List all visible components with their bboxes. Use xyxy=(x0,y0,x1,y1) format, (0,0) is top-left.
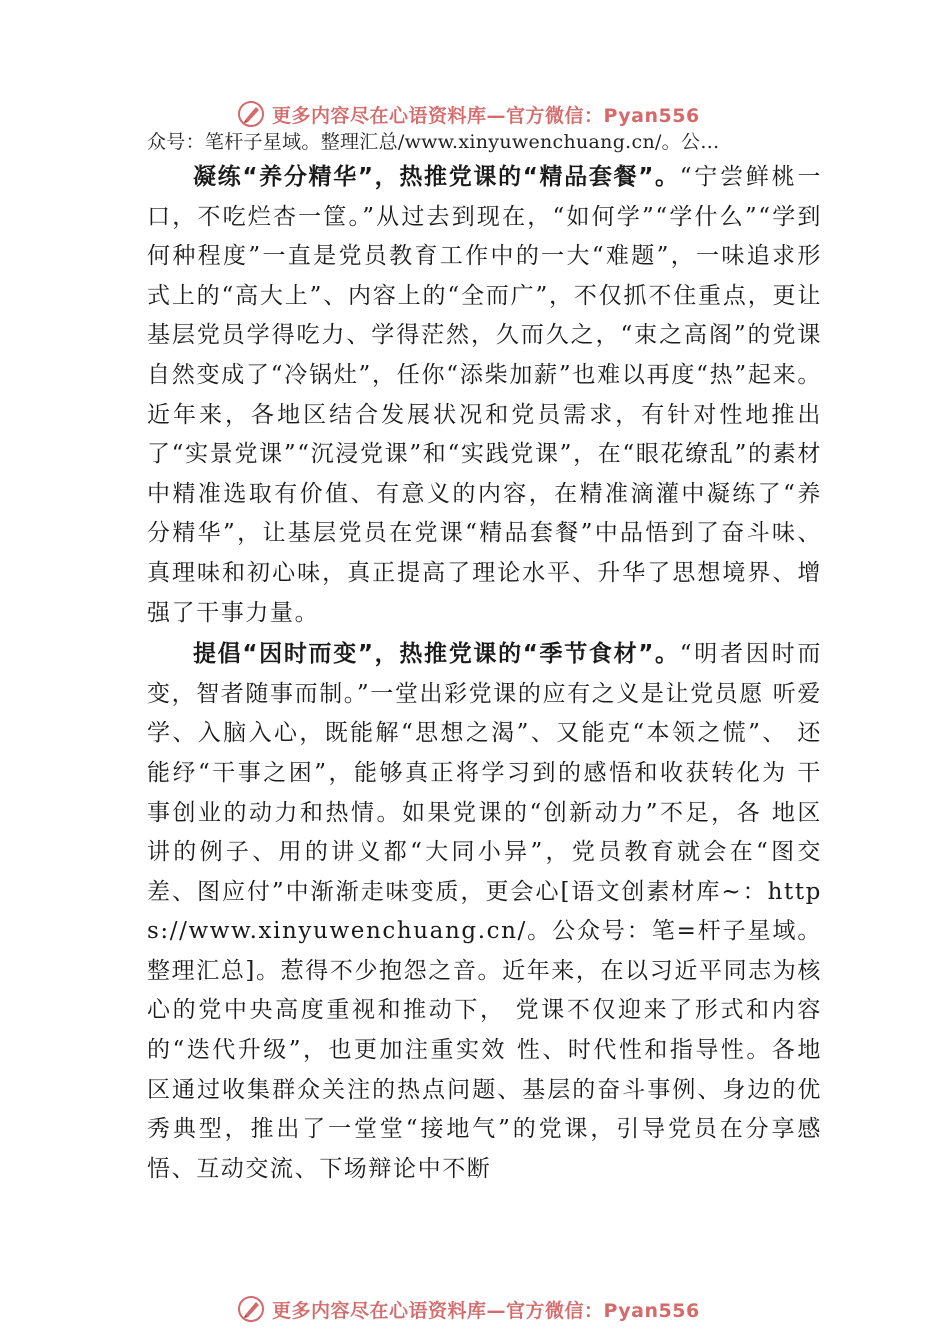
paragraph-2 xyxy=(147,635,822,1189)
header-source-line: 众号：笔杆子星域。整理汇总/www.xinyuwenchuang.cn/。公… xyxy=(147,131,720,153)
watermark-text: 更多内容尽在心语资料库—官方微信：Pyan556 xyxy=(272,104,700,127)
paragraph-2-heading: 提倡“因时而变”，热推党课的“季节食材”。 xyxy=(193,641,680,668)
watermark-top xyxy=(236,97,756,131)
article-body xyxy=(147,158,822,1189)
watermark-bottom xyxy=(236,1292,756,1326)
paragraph-1-text: “宁尝鲜桃一口，不吃烂杏一筐。”从过去到现在，“如何学”“学什么”“学到何种程度”一直是党员教育工作中的一大“难题”，一味追求形式上的“高大上”、内容上的“全而广”，不仅抓不住重点，更让基层党员学得吃力、学得茫然，久而久之，“束之高阁”的党课自然变成了“冷锅灶”，任你“添柴加薪”也难以再度“热”起来。近年来，各地区结合发展状况和党员需求，有针对性地推出了“实景党课”“沉浸党课”和“实践党课”，在“眼花缭乱”的素材中精准选取有价值、有意义的内容，在精准滴灌中凝练了“养分精华”，让基层党员在党课“精品套餐”中品悟到了奋斗味、真理味和初心味，真正提高了理论水平、升华了思想境界、增强了干事力量。 xyxy=(147,164,823,626)
watermark-text: 更多内容尽在心语资料库—官方微信：Pyan556 xyxy=(272,1299,700,1322)
paragraph-1 xyxy=(147,158,822,633)
pen-logo-icon xyxy=(236,99,266,129)
pen-logo-icon xyxy=(236,1294,266,1324)
paragraph-1-heading: 凝练“养分精华”，热推党课的“精品套餐”。 xyxy=(193,164,680,190)
paragraph-2-text: “明者因时而变，智者随事而制。”一堂出彩党课的应有之义是让党员愿 听爱学、入脑入心，既能解“思想之渴”、又能克“本领之慌”、 还能纾“干事之困”，能够真正将学习到的感悟和收获转化为 干事创业的动力和热情。如果党课的“创新动力”不足，各 地区讲的例子、用的讲义都“大同小异”，党员教育就会在“图交差、图应付”中渐渐走味变质，更会心[语文创素材库~：https://www.xinyuwenchuang.cn/。公众号：笔=杆子星域。整理汇总]。惹得不少抱怨之音。近年来，在以习近平同志为核心的党中央高度重视和推动下， 党课不仅迎来了形式和内容的“迭代升级”，也更加注重实效 性、时代性和指导性。各地区通过收集群众关注的热点问题、基层的奋斗事例、身边的优秀典型，推出了一堂堂“接地气”的党课，引导党员在分享感悟、互动交流、下场辩论中不断 xyxy=(147,641,823,1182)
